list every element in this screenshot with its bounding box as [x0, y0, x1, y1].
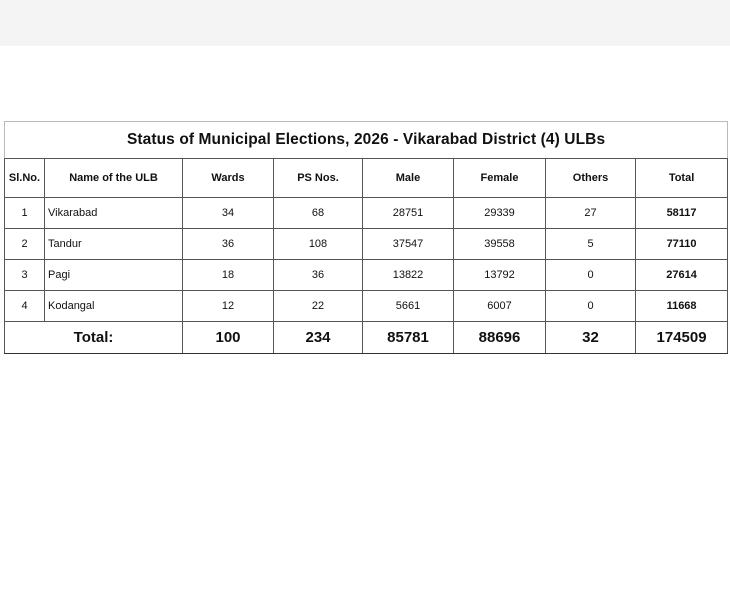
cell-total: 27614	[636, 260, 728, 291]
cell-male: 37547	[363, 229, 454, 260]
header-wards: Wards	[183, 159, 274, 198]
cell-male: 28751	[363, 198, 454, 229]
cell-others: 0	[546, 260, 636, 291]
header-female: Female	[454, 159, 546, 198]
cell-others: 27	[546, 198, 636, 229]
cell-ulb-name: Tandur	[45, 229, 183, 260]
header-ulb-name: Name of the ULB	[45, 159, 183, 198]
cell-wards: 18	[183, 260, 274, 291]
totals-ps-nos: 234	[274, 322, 363, 354]
table-row	[5, 291, 728, 322]
cell-sl-no: 3	[5, 260, 45, 291]
cell-ulb-name: Pagi	[45, 260, 183, 291]
totals-others: 32	[546, 322, 636, 354]
cell-wards: 12	[183, 291, 274, 322]
table-row	[5, 229, 728, 260]
cell-others: 0	[546, 291, 636, 322]
cell-total: 77110	[636, 229, 728, 260]
cell-sl-no: 1	[5, 198, 45, 229]
cell-female: 39558	[454, 229, 546, 260]
cell-male: 5661	[363, 291, 454, 322]
totals-female: 88696	[454, 322, 546, 354]
header-male: Male	[363, 159, 454, 198]
cell-ps-nos: 22	[274, 291, 363, 322]
table-row	[5, 260, 728, 291]
totals-wards: 100	[183, 322, 274, 354]
header-sl-no: Sl.No.	[5, 159, 45, 198]
cell-female: 29339	[454, 198, 546, 229]
cell-wards: 34	[183, 198, 274, 229]
cell-sl-no: 2	[5, 229, 45, 260]
table-row	[5, 198, 728, 229]
cell-female: 6007	[454, 291, 546, 322]
cell-male: 13822	[363, 260, 454, 291]
cell-total: 11668	[636, 291, 728, 322]
cell-female: 13792	[454, 260, 546, 291]
cell-sl-no: 4	[5, 291, 45, 322]
header-row	[5, 159, 728, 198]
header-total: Total	[636, 159, 728, 198]
cell-ps-nos: 68	[274, 198, 363, 229]
election-status-document	[4, 121, 727, 354]
cell-ulb-name: Vikarabad	[45, 198, 183, 229]
totals-male: 85781	[363, 322, 454, 354]
top-bar	[0, 0, 730, 46]
header-ps-nos: PS Nos.	[274, 159, 363, 198]
totals-total: 174509	[636, 322, 728, 354]
header-others: Others	[546, 159, 636, 198]
table-title: Status of Municipal Elections, 2026 - Vikarabad District (4) ULBs	[5, 122, 728, 159]
cell-wards: 36	[183, 229, 274, 260]
cell-ps-nos: 36	[274, 260, 363, 291]
cell-others: 5	[546, 229, 636, 260]
election-status-table	[4, 121, 728, 354]
cell-ulb-name: Kodangal	[45, 291, 183, 322]
totals-row	[5, 322, 728, 354]
totals-label: Total:	[5, 322, 183, 354]
cell-total: 58117	[636, 198, 728, 229]
cell-ps-nos: 108	[274, 229, 363, 260]
